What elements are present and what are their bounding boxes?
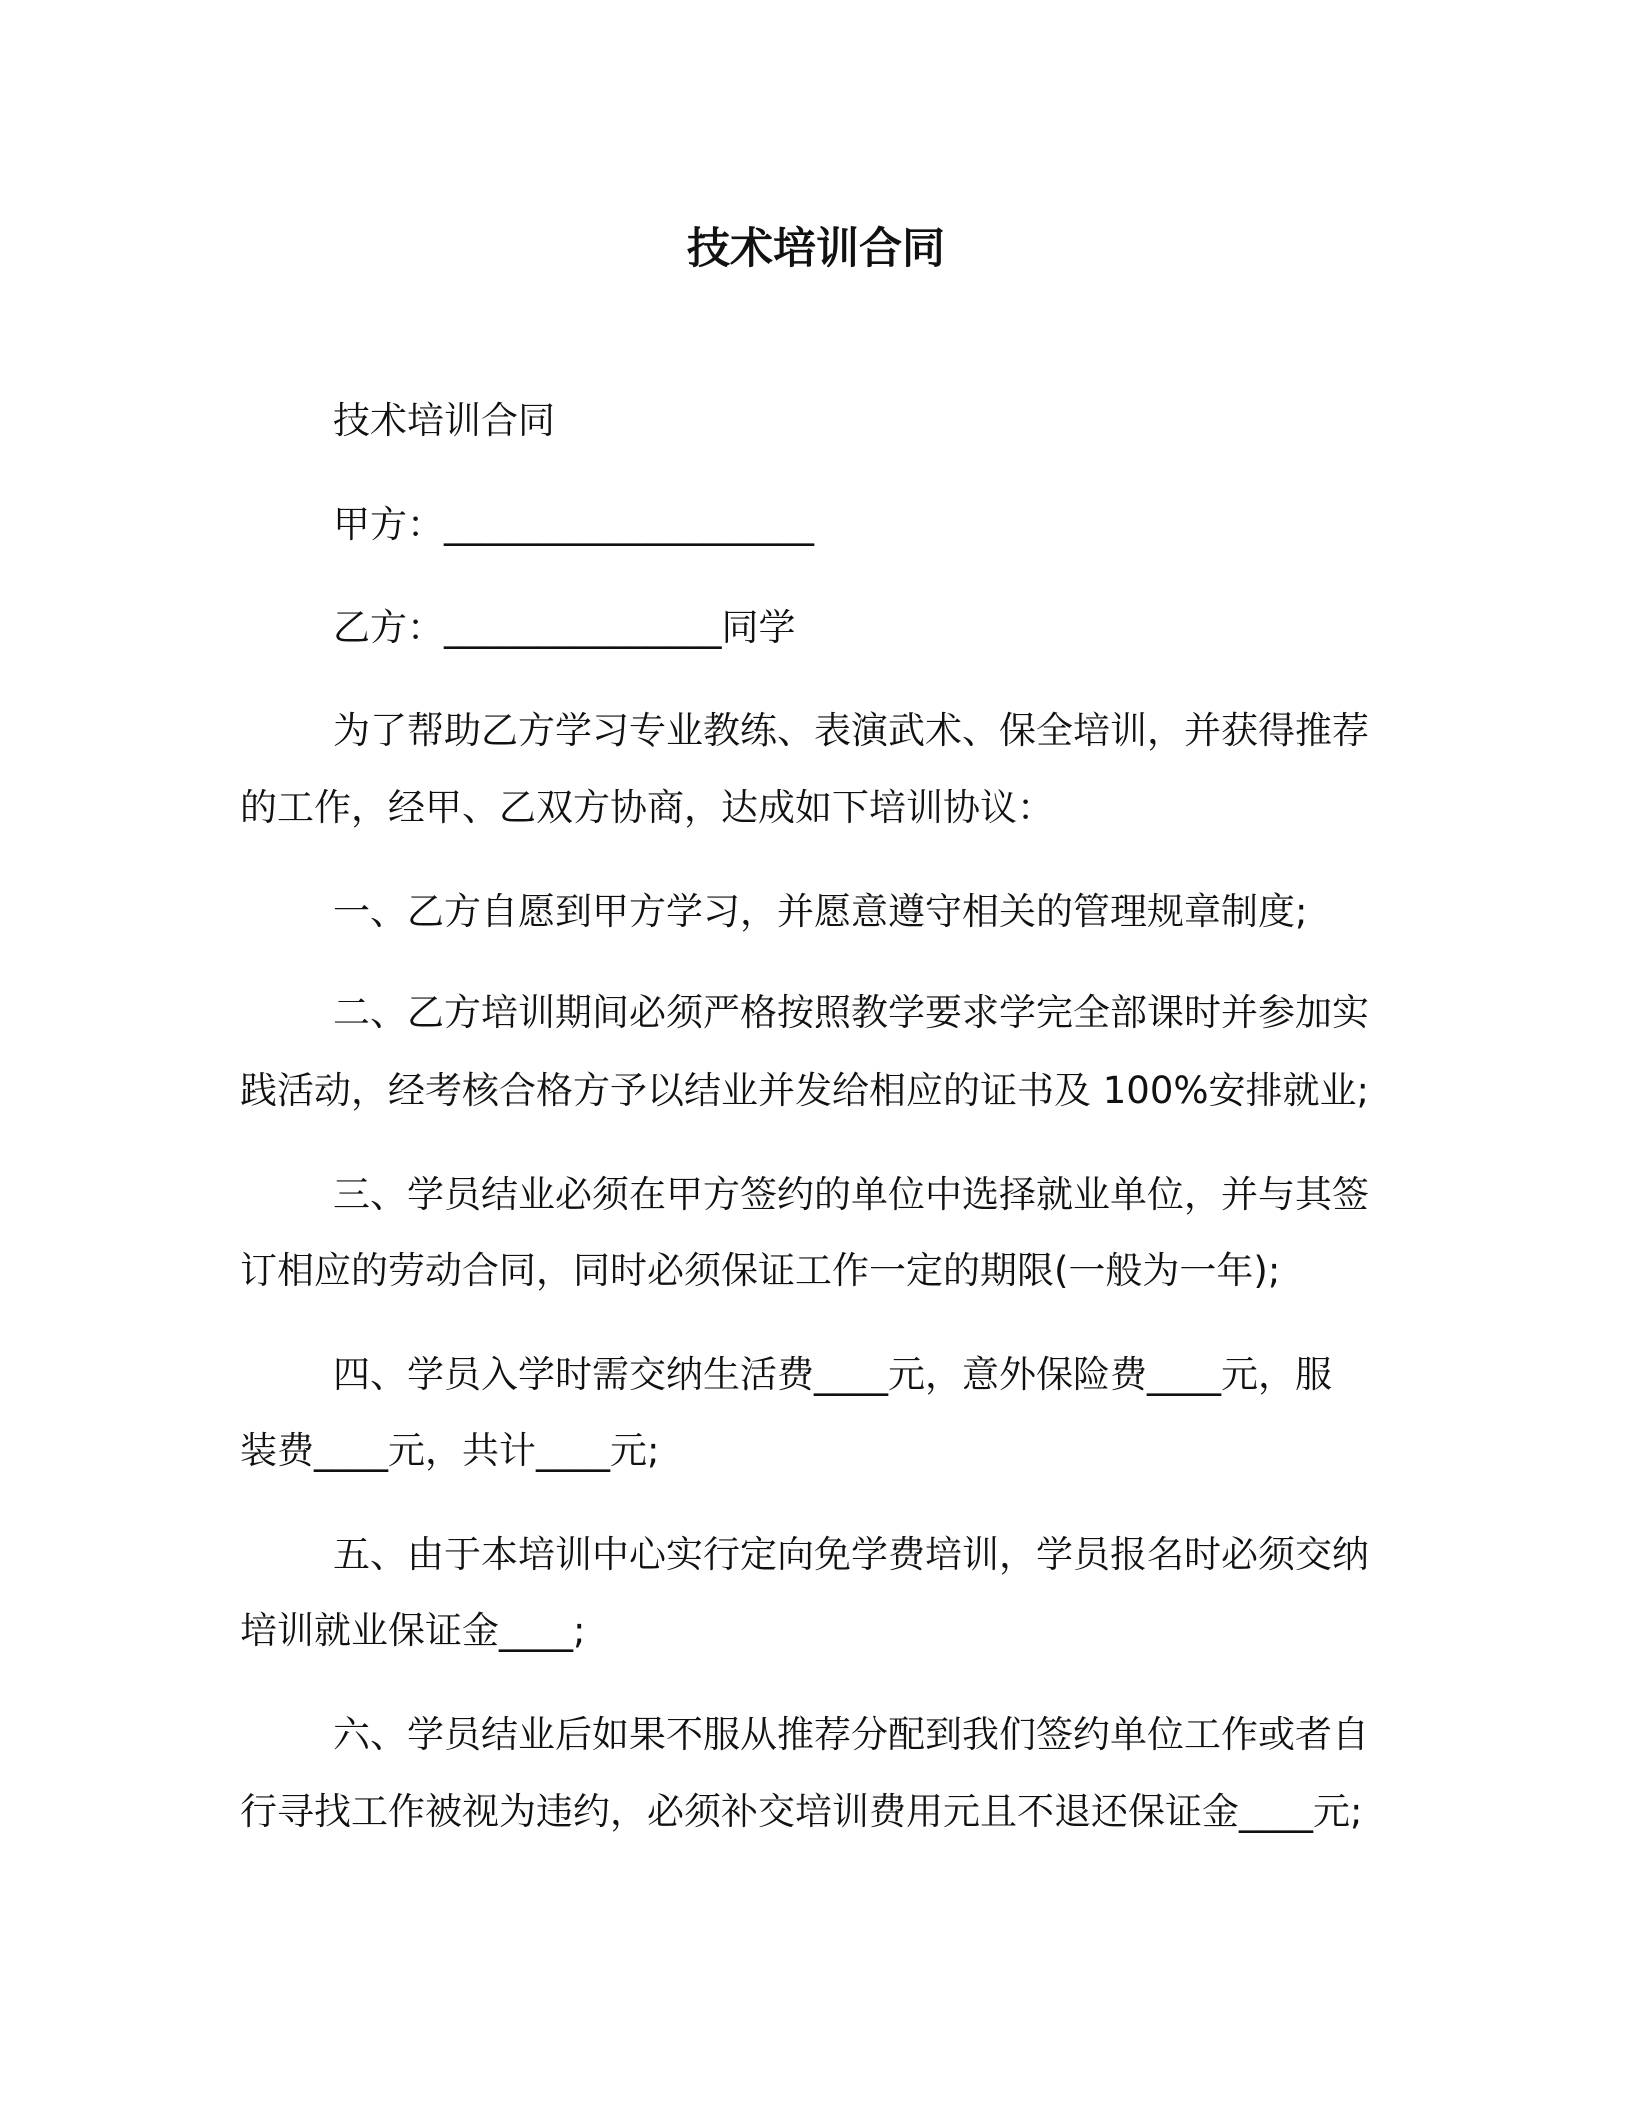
paragraph-line: 为了帮助乙方学习专业教练、表演武术、保全培训，并获得推荐: [333, 709, 1369, 752]
paragraph-line: 二、乙方培训期间必须严格按照教学要求学完全部课时并参加实: [333, 991, 1369, 1034]
contract-subtitle: 技术培训合同: [333, 399, 555, 442]
paragraph-line: 装费____元，共计____元;: [240, 1429, 660, 1472]
paragraph-line: 的工作，经甲、乙双方协商，达成如下培训协议：: [240, 786, 1054, 829]
paragraph-line: 五、由于本培训中心实行定向免学费培训，学员报名时必须交纳: [333, 1533, 1369, 1576]
paragraph-line: 订相应的劳动合同，同时必须保证工作一定的期限(一般为一年);: [240, 1249, 1281, 1292]
paragraph-line: 行寻找工作被视为违约，必须补交培训费用元且不退还保证金____元;: [240, 1790, 1363, 1833]
party-a-line: 甲方：____________________: [333, 503, 814, 546]
paragraph-line: 三、学员结业必须在甲方签约的单位中选择就业单位，并与其签: [333, 1173, 1369, 1216]
paragraph-line: 六、学员结业后如果不服从推荐分配到我们签约单位工作或者自: [333, 1713, 1369, 1756]
paragraph-line: 培训就业保证金____;: [240, 1609, 586, 1652]
paragraph-line: 四、学员入学时需交纳生活费____元，意外保险费____元，服: [333, 1353, 1332, 1396]
paragraph-line: 践活动，经考核合格方予以结业并发给相应的证书及 100%安排就业;: [240, 1069, 1370, 1112]
paragraph-line: 一、乙方自愿到甲方学习，并愿意遵守相关的管理规章制度;: [333, 890, 1308, 933]
party-b-line: 乙方：_______________同学: [333, 606, 796, 649]
document-title: 技术培训合同: [687, 224, 945, 274]
